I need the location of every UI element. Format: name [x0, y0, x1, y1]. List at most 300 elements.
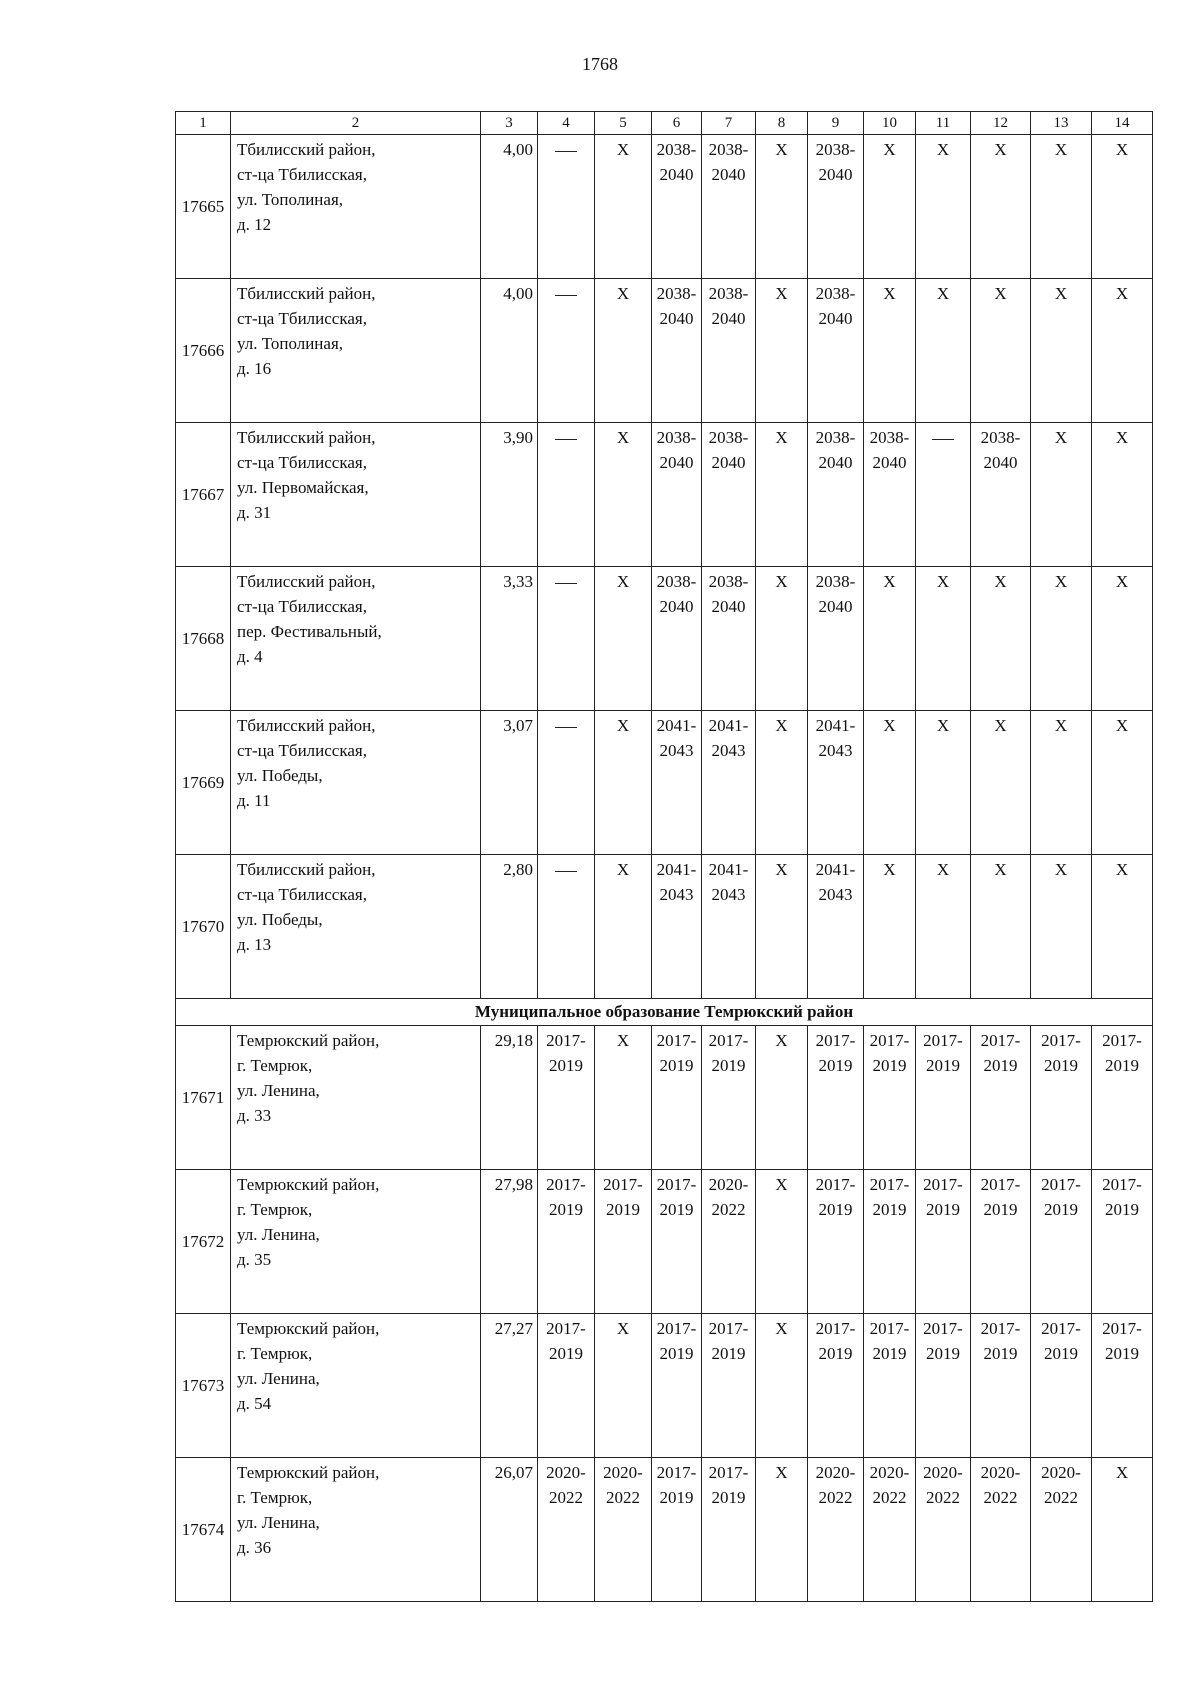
- cell-line: 2019: [926, 1056, 960, 1075]
- address-line: ул. Ленина,: [237, 1225, 320, 1244]
- data-cell: X: [1031, 423, 1092, 567]
- data-cell: [652, 1170, 702, 1314]
- data-cell: [538, 567, 595, 711]
- data-cell: X: [916, 567, 971, 711]
- address-cell: [231, 1458, 481, 1602]
- dash-mark: [555, 871, 577, 872]
- column-header-6: 6: [652, 112, 702, 135]
- row-number: 17668: [176, 567, 231, 711]
- data-cell: [1031, 1170, 1092, 1314]
- data-cell: X: [595, 423, 652, 567]
- cell-line: 2040: [818, 597, 853, 616]
- data-cell: [595, 1458, 652, 1602]
- cell-line: 2040: [711, 453, 746, 472]
- data-cell: [808, 279, 864, 423]
- data-cell: [808, 1314, 864, 1458]
- address-line: ул. Победы,: [237, 910, 323, 929]
- data-cell: [1092, 1170, 1153, 1314]
- address-cell: [231, 567, 481, 711]
- cell-line: 2040: [711, 165, 746, 184]
- data-cell: [538, 423, 595, 567]
- data-cell: X: [1031, 567, 1092, 711]
- cell-line: 2020-: [923, 1463, 963, 1482]
- row-number: 17673: [176, 1314, 231, 1458]
- address-cell: [231, 711, 481, 855]
- data-cell: [971, 423, 1031, 567]
- address-line: ул. Первомайская,: [237, 478, 369, 497]
- data-cell: X: [1092, 279, 1153, 423]
- cell-line: 2038-: [815, 428, 856, 447]
- cell-line: 2022: [606, 1488, 640, 1507]
- data-cell: [808, 855, 864, 999]
- cell-line: 2040: [659, 597, 694, 616]
- data-cell: X: [756, 1314, 808, 1458]
- address-line: д. 4: [237, 647, 263, 666]
- cell-line: 2040: [818, 165, 853, 184]
- cell-line: 2040: [659, 165, 694, 184]
- row-number: 17666: [176, 279, 231, 423]
- address-line: д. 35: [237, 1250, 272, 1269]
- cell-line: 2038-: [708, 428, 749, 447]
- column-header-3: 3: [481, 112, 538, 135]
- cell-line: 2017-: [980, 1319, 1021, 1338]
- cell-line: 2022: [983, 1488, 1018, 1507]
- cell-line: 2019: [1044, 1056, 1078, 1075]
- row-number: 17670: [176, 855, 231, 999]
- data-cell: [971, 1026, 1031, 1170]
- cell-line: 2017-: [815, 1319, 856, 1338]
- cell-line: 2017-: [656, 1175, 697, 1194]
- data-cell: X: [756, 855, 808, 999]
- cell-line: 2040: [659, 453, 694, 472]
- dash-mark: [555, 151, 577, 152]
- column-header-10: 10: [864, 112, 916, 135]
- data-cell: 4,00: [481, 135, 538, 279]
- data-cell: 3,33: [481, 567, 538, 711]
- data-cell: [1092, 1314, 1153, 1458]
- dash-mark: [555, 439, 577, 440]
- cell-line: 2017-: [1041, 1175, 1081, 1194]
- cell-line: 2041-: [815, 716, 856, 735]
- data-cell: X: [1092, 423, 1153, 567]
- cell-line: 2019: [1044, 1344, 1078, 1363]
- data-cell: 27,27: [481, 1314, 538, 1458]
- cell-line: 2019: [926, 1200, 960, 1219]
- cell-line: 2019: [926, 1344, 960, 1363]
- column-header-2: 2: [231, 112, 481, 135]
- data-cell: X: [756, 1170, 808, 1314]
- cell-line: 2017-: [815, 1031, 856, 1050]
- data-cell: [864, 1314, 916, 1458]
- address-line: Темрюкский район,: [237, 1175, 380, 1194]
- data-cell: [808, 1170, 864, 1314]
- address-line: ул. Ленина,: [237, 1369, 320, 1388]
- address-line: ст-ца Тбилисская,: [237, 885, 367, 904]
- cell-line: 2040: [983, 453, 1018, 472]
- page-number: 1768: [582, 54, 618, 74]
- cell-line: 2040: [711, 309, 746, 328]
- cell-line: 2019: [659, 1056, 694, 1075]
- cell-line: 2019: [1044, 1200, 1078, 1219]
- data-cell: X: [1092, 135, 1153, 279]
- data-cell: 4,00: [481, 279, 538, 423]
- address-line: ст-ца Тбилисская,: [237, 453, 367, 472]
- cell-line: 2041-: [708, 716, 749, 735]
- data-cell: [652, 711, 702, 855]
- row-number: 17667: [176, 423, 231, 567]
- cell-line: 2022: [1044, 1488, 1078, 1507]
- cell-line: 2038-: [656, 428, 697, 447]
- cell-line: 2041-: [656, 860, 697, 879]
- data-cell: X: [864, 567, 916, 711]
- data-cell: X: [971, 135, 1031, 279]
- cell-line: 2017-: [656, 1031, 697, 1050]
- row-number: 17674: [176, 1458, 231, 1602]
- data-cell: [1031, 1026, 1092, 1170]
- data-cell: X: [971, 279, 1031, 423]
- cell-line: 2020-: [869, 1463, 910, 1482]
- address-line: Тбилисский район,: [237, 140, 376, 159]
- data-cell: [538, 135, 595, 279]
- cell-line: 2019: [659, 1488, 694, 1507]
- cell-line: 2017-: [546, 1175, 586, 1194]
- address-line: Тбилисский район,: [237, 716, 376, 735]
- cell-line: 2017-: [1102, 1175, 1142, 1194]
- table-row: [176, 855, 1153, 999]
- address-line: г. Темрюк,: [237, 1200, 313, 1219]
- data-cell: [538, 1170, 595, 1314]
- cell-line: 2017-: [546, 1319, 586, 1338]
- cell-line: 2017-: [869, 1031, 910, 1050]
- cell-line: 2019: [983, 1200, 1018, 1219]
- column-number-row: [176, 112, 1153, 135]
- column-header-14: 14: [1092, 112, 1153, 135]
- row-number: 17665: [176, 135, 231, 279]
- table-row: [176, 1170, 1153, 1314]
- cell-line: 2019: [1105, 1056, 1139, 1075]
- data-cell: [652, 1026, 702, 1170]
- cell-line: 2017-: [656, 1463, 697, 1482]
- row-number: 17672: [176, 1170, 231, 1314]
- cell-line: 2019: [549, 1344, 583, 1363]
- data-cell: [702, 1170, 756, 1314]
- address-line: г. Темрюк,: [237, 1056, 313, 1075]
- data-cell: [538, 279, 595, 423]
- cell-line: 2043: [818, 741, 853, 760]
- data-cell: [864, 1026, 916, 1170]
- section-header-row: [176, 999, 1153, 1026]
- data-cell: X: [971, 567, 1031, 711]
- cell-line: 2017-: [980, 1031, 1021, 1050]
- address-line: д. 11: [237, 791, 271, 810]
- data-cell: [702, 855, 756, 999]
- address-line: Темрюкский район,: [237, 1319, 380, 1338]
- data-cell: [916, 1170, 971, 1314]
- data-cell: [538, 1026, 595, 1170]
- data-cell: [971, 1170, 1031, 1314]
- address-line: ул. Ленина,: [237, 1513, 320, 1532]
- cell-line: 2019: [872, 1200, 907, 1219]
- address-line: д. 12: [237, 215, 272, 234]
- address-line: Темрюкский район,: [237, 1031, 380, 1050]
- data-cell: [652, 855, 702, 999]
- data-cell: [1092, 1026, 1153, 1170]
- address-line: д. 33: [237, 1106, 272, 1125]
- cell-line: 2017-: [1041, 1319, 1081, 1338]
- data-cell: 3,07: [481, 711, 538, 855]
- data-cell: [702, 423, 756, 567]
- cell-line: 2041-: [815, 860, 856, 879]
- cell-line: 2017-: [1102, 1319, 1142, 1338]
- cell-line: 2017-: [923, 1319, 963, 1338]
- row-number: 17669: [176, 711, 231, 855]
- address-line: ст-ца Тбилисская,: [237, 165, 367, 184]
- address-line: Темрюкский район,: [237, 1463, 380, 1482]
- cell-line: 2041-: [708, 860, 749, 879]
- cell-line: 2019: [872, 1344, 907, 1363]
- data-cell: X: [595, 711, 652, 855]
- data-cell: X: [1031, 855, 1092, 999]
- address-line: д. 31: [237, 503, 272, 522]
- column-header-5: 5: [595, 112, 652, 135]
- address-line: ул. Победы,: [237, 766, 323, 785]
- cell-line: 2038-: [815, 140, 856, 159]
- cell-line: 2020-: [546, 1463, 586, 1482]
- data-cell: [808, 711, 864, 855]
- cell-line: 2020-: [1041, 1463, 1081, 1482]
- cell-line: 2017-: [1102, 1031, 1142, 1050]
- data-cell: X: [756, 1026, 808, 1170]
- data-cell: X: [756, 279, 808, 423]
- address-line: ул. Ленина,: [237, 1081, 320, 1100]
- cell-line: 2043: [711, 741, 746, 760]
- data-cell: [702, 567, 756, 711]
- data-cell: X: [1092, 855, 1153, 999]
- data-cell: X: [864, 135, 916, 279]
- cell-line: 2022: [818, 1488, 853, 1507]
- address-line: ул. Тополиная,: [237, 334, 344, 353]
- data-cell: X: [756, 135, 808, 279]
- address-line: пер. Фестивальный,: [237, 622, 382, 641]
- table-row: [176, 279, 1153, 423]
- cell-line: 2019: [872, 1056, 907, 1075]
- data-cell: X: [595, 1026, 652, 1170]
- data-cell: [702, 135, 756, 279]
- cell-line: 2017-: [980, 1175, 1021, 1194]
- cell-line: 2040: [872, 453, 907, 472]
- cell-line: 2017-: [708, 1031, 749, 1050]
- cell-line: 2020-: [980, 1463, 1021, 1482]
- cell-line: 2038-: [815, 284, 856, 303]
- table-row: [176, 423, 1153, 567]
- data-cell: X: [1031, 279, 1092, 423]
- data-cell: X: [1031, 711, 1092, 855]
- cell-line: 2019: [659, 1344, 694, 1363]
- column-header-4: 4: [538, 112, 595, 135]
- data-cell: [652, 567, 702, 711]
- data-cell: [652, 279, 702, 423]
- cell-line: 2040: [818, 453, 853, 472]
- cell-line: 2041-: [656, 716, 697, 735]
- cell-line: 2019: [1105, 1344, 1139, 1363]
- column-header-9: 9: [808, 112, 864, 135]
- address-line: г. Темрюк,: [237, 1488, 313, 1507]
- data-cell: [652, 135, 702, 279]
- data-cell: X: [756, 423, 808, 567]
- data-cell: [808, 1458, 864, 1602]
- address-line: д. 16: [237, 359, 272, 378]
- data-cell: X: [595, 135, 652, 279]
- cell-line: 2019: [711, 1488, 746, 1507]
- data-cell: X: [756, 711, 808, 855]
- cell-line: 2022: [872, 1488, 907, 1507]
- data-cell: [971, 1458, 1031, 1602]
- data-cell: X: [595, 1314, 652, 1458]
- data-cell: X: [916, 711, 971, 855]
- address-line: Тбилисский район,: [237, 572, 376, 591]
- data-cell: [808, 135, 864, 279]
- data-cell: X: [1031, 135, 1092, 279]
- register-table: [175, 111, 1153, 1602]
- data-cell: [808, 1026, 864, 1170]
- cell-line: 2040: [711, 597, 746, 616]
- address-cell: [231, 855, 481, 999]
- address-cell: [231, 1170, 481, 1314]
- table-body: [176, 112, 1153, 1602]
- cell-line: 2019: [818, 1200, 853, 1219]
- data-cell: [538, 1314, 595, 1458]
- data-cell: X: [595, 279, 652, 423]
- column-header-12: 12: [971, 112, 1031, 135]
- data-cell: [916, 1458, 971, 1602]
- data-cell: [808, 567, 864, 711]
- cell-line: 2022: [549, 1488, 583, 1507]
- cell-line: 2017-: [546, 1031, 586, 1050]
- data-cell: [702, 1458, 756, 1602]
- cell-line: 2038-: [869, 428, 910, 447]
- address-line: Тбилисский район,: [237, 284, 376, 303]
- cell-line: 2019: [818, 1056, 853, 1075]
- column-header-7: 7: [702, 112, 756, 135]
- cell-line: 2038-: [656, 572, 697, 591]
- data-cell: [595, 1170, 652, 1314]
- data-cell: [916, 1314, 971, 1458]
- table-row: [176, 135, 1153, 279]
- data-cell: [702, 1026, 756, 1170]
- cell-line: 2038-: [708, 572, 749, 591]
- address-line: ст-ца Тбилисская,: [237, 741, 367, 760]
- address-line: ст-ца Тбилисская,: [237, 597, 367, 616]
- cell-line: 2040: [659, 309, 694, 328]
- data-cell: [702, 711, 756, 855]
- cell-line: 2019: [711, 1344, 746, 1363]
- address-cell: [231, 1026, 481, 1170]
- cell-line: 2043: [659, 885, 694, 904]
- address-cell: [231, 135, 481, 279]
- column-header-11: 11: [916, 112, 971, 135]
- cell-line: 2038-: [708, 284, 749, 303]
- cell-line: 2017-: [869, 1319, 910, 1338]
- data-cell: [916, 423, 971, 567]
- cell-line: 2020-: [815, 1463, 856, 1482]
- cell-line: 2019: [711, 1056, 746, 1075]
- table-row: [176, 711, 1153, 855]
- data-cell: [538, 711, 595, 855]
- address-line: Тбилисский район,: [237, 860, 376, 879]
- data-cell: [808, 423, 864, 567]
- data-cell: [538, 855, 595, 999]
- cell-line: 2022: [711, 1200, 746, 1219]
- data-cell: X: [756, 567, 808, 711]
- data-cell: X: [595, 855, 652, 999]
- data-cell: 29,18: [481, 1026, 538, 1170]
- data-cell: [652, 1458, 702, 1602]
- address-line: ул. Тополиная,: [237, 190, 344, 209]
- cell-line: 2019: [549, 1200, 583, 1219]
- data-cell: X: [864, 711, 916, 855]
- column-header-13: 13: [1031, 112, 1092, 135]
- cell-line: 2019: [659, 1200, 694, 1219]
- cell-line: 2038-: [708, 140, 749, 159]
- data-cell: X: [1092, 1458, 1153, 1602]
- cell-line: 2019: [983, 1056, 1018, 1075]
- data-cell: X: [1092, 711, 1153, 855]
- address-cell: [231, 423, 481, 567]
- cell-line: 2040: [818, 309, 853, 328]
- data-cell: X: [916, 855, 971, 999]
- data-cell: X: [971, 711, 1031, 855]
- data-cell: X: [916, 279, 971, 423]
- data-cell: [652, 1314, 702, 1458]
- cell-line: 2017-: [656, 1319, 697, 1338]
- dash-mark: [555, 295, 577, 296]
- data-cell: [864, 423, 916, 567]
- cell-line: 2019: [549, 1056, 583, 1075]
- cell-line: 2038-: [980, 428, 1021, 447]
- cell-line: 2019: [1105, 1200, 1139, 1219]
- data-cell: 3,90: [481, 423, 538, 567]
- data-cell: X: [1092, 567, 1153, 711]
- address-cell: [231, 1314, 481, 1458]
- cell-line: 2017-: [603, 1175, 643, 1194]
- data-cell: X: [595, 567, 652, 711]
- cell-line: 2019: [983, 1344, 1018, 1363]
- cell-line: 2017-: [708, 1319, 749, 1338]
- cell-line: 2017-: [869, 1175, 910, 1194]
- table-row: [176, 1026, 1153, 1170]
- data-cell: [971, 1314, 1031, 1458]
- address-line: д. 54: [237, 1394, 272, 1413]
- cell-line: 2043: [818, 885, 853, 904]
- cell-line: 2017-: [1041, 1031, 1081, 1050]
- address-line: д. 13: [237, 935, 272, 954]
- cell-line: 2020-: [708, 1175, 749, 1194]
- column-header-1: 1: [176, 112, 231, 135]
- address-line: г. Темрюк,: [237, 1344, 313, 1363]
- cell-line: 2017-: [923, 1031, 963, 1050]
- data-cell: [864, 1458, 916, 1602]
- data-cell: [538, 1458, 595, 1602]
- data-cell: [916, 1026, 971, 1170]
- table-row: [176, 567, 1153, 711]
- data-cell: [1031, 1458, 1092, 1602]
- cell-line: 2038-: [656, 284, 697, 303]
- data-cell: X: [756, 1458, 808, 1602]
- cell-line: 2043: [711, 885, 746, 904]
- data-cell: [1031, 1314, 1092, 1458]
- cell-line: 2038-: [656, 140, 697, 159]
- dash-mark: [932, 439, 954, 440]
